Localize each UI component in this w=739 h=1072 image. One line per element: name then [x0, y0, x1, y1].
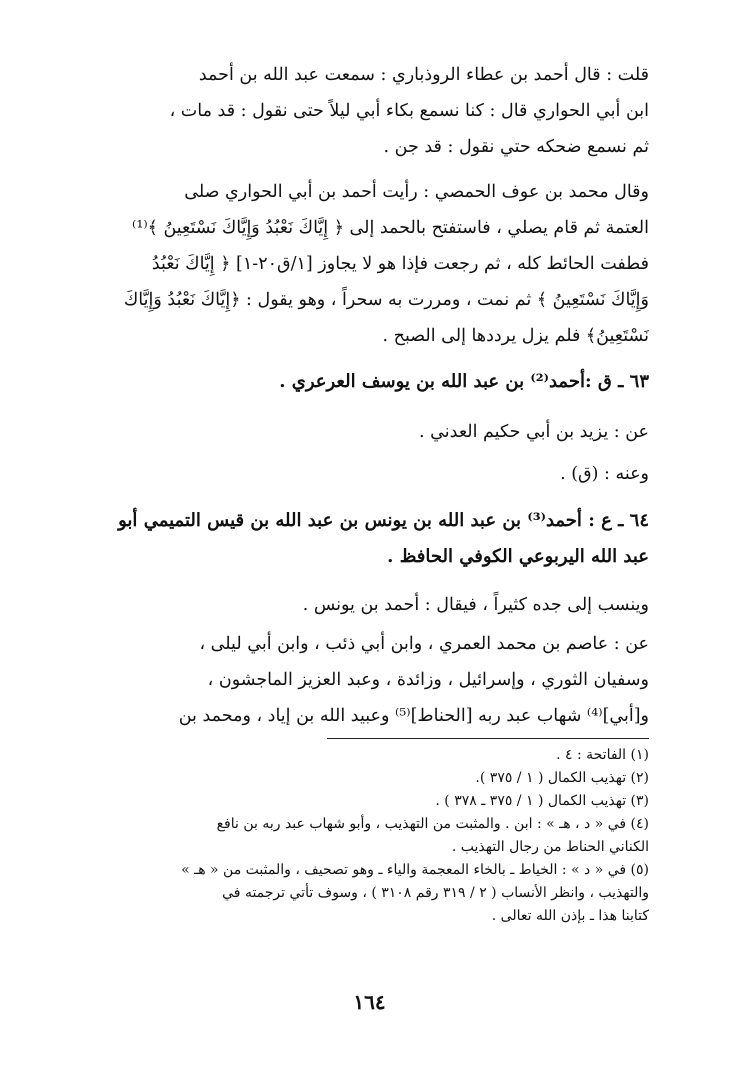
- entry-63-heading: [84, 364, 649, 400]
- entry-63-from: [84, 414, 649, 450]
- footnote-5-cont: والتهذيب ، وانظر الأنساب ( ٢ / ٣١٩ رقم ٣١٠٨ ) ، وسوف تأتي ترجمته في: [222, 885, 649, 901]
- text-line: ابن أبي الحواري قال : كنا نسمع بكاء أبي ليلاً حتى نقول : قد مات ،: [169, 101, 649, 121]
- paragraph-1: [84, 57, 649, 165]
- text-line: ثم نسمع ضحكه حتي نقول : قد جن .: [383, 137, 649, 157]
- footnote-separator: [327, 738, 649, 739]
- entry-64-note: [84, 587, 649, 623]
- footnotes: [84, 744, 649, 928]
- footnote-1: (١) الفاتحة : ٤ .: [556, 747, 649, 763]
- text-line: فطفت الحائط كله ، ثم رجعت فإذا هو لا يجاوز [١/ق٢٠-١] ﴿ إِيَّاكَ نَعْبُدُ: [151, 254, 649, 274]
- paragraph-2: [84, 174, 649, 354]
- entry-64-from: [84, 626, 649, 734]
- entry-63-narrators: [84, 456, 649, 492]
- text-line: وسفيان الثوري ، وإسرائيل ، وزائدة ، وعبد العزيز الماجشون ،: [207, 670, 649, 690]
- footnote-4-cont: الكناني الحناط من رجال التهذيب .: [451, 839, 649, 855]
- footnote-2: (٢) تهذيب الكمال ( ١ / ٣٧٥ ).: [475, 770, 649, 786]
- entry-64-heading: [84, 503, 649, 575]
- text-line: وقال محمد بن عوف الحمصي : رأيت أحمد بن أبي الحواري صلى: [184, 182, 649, 202]
- text-line: وعنه : (ق) .: [560, 464, 649, 484]
- text-line: العتمة ثم قام يصلي ، فاستفتح بالحمد إلى ﴿ إِيَّاكَ نَعْبُدُ وَإِيَّاكَ نَسْتَعِينُ ﴾⁽¹⁾: [132, 218, 649, 238]
- text-line: وينسب إلى جده كثيراً ، فيقال : أحمد بن يونس .: [302, 595, 649, 615]
- text-line: عن : عاصم بن محمد العمري ، وابن أبي ذئب ، وابن أبي ليلى ،: [199, 634, 649, 654]
- entry-title: ٦٣ ـ ق :أحمد⁽²⁾ بن عبد الله بن يوسف العرعري .: [279, 371, 649, 392]
- text-line: نَسْتَعِينُ﴾ فلم يزل يرددها إلى الصبح .: [382, 326, 649, 346]
- text-line: و[أبي]⁽⁴⁾ شهاب عبد ربه [الحناط]⁽⁵⁾ وعبيد الله بن إياد ، ومحمد بن: [178, 706, 649, 726]
- footnote-3: (٣) تهذيب الكمال ( ١ / ٣٧٥ ـ ٣٧٨ ) .: [435, 793, 649, 809]
- page-number: ١٦٤: [353, 990, 386, 1014]
- entry-title: عبد الله اليربوعي الكوفي الحافظ .: [387, 546, 649, 567]
- text-line: عن : يزيد بن أبي حكيم العدني .: [419, 422, 649, 442]
- footnote-5: (٥) في « د » : الخياط ـ بالخاء المعجمة والياء ـ وهو تصحيف ، والمثبت من « هـ »: [181, 862, 649, 878]
- text-line: قلت : قال أحمد بن عطاء الروذباري : سمعت عبد الله بن أحمد: [198, 65, 649, 85]
- entry-title: ٦٤ ـ ع : أحمد⁽³⁾ بن عبد الله بن يونس بن عبد الله بن قيس التميمي أبو: [118, 510, 649, 531]
- footnote-4: (٤) في « د ، هـ » : ابن . والمثبت من التهذيب ، وأبو شهاب عبد ربه بن نافع: [216, 816, 649, 832]
- text-line: وَإِيَّاكَ نَسْتَعِينُ ﴾ ثم نمت ، ومررت به سحراً ، وهو يقول : ﴿إِيَّاكَ نَعْبُدُ وَإِيَّاكَ: [123, 290, 649, 310]
- footnote-5-cont: كتابنا هذا ـ بإذن الله تعالى .: [491, 908, 649, 924]
